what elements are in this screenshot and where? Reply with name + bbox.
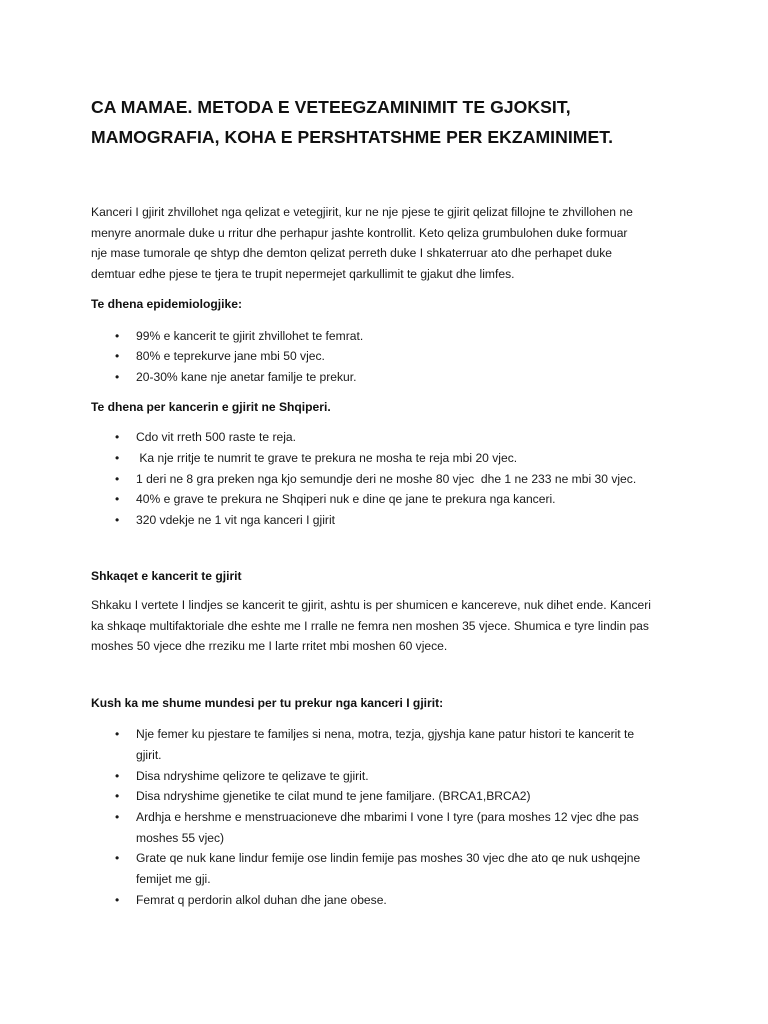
list-item bbox=[91, 489, 678, 510]
list-item bbox=[91, 724, 678, 765]
list-item-text: 20-30% kane nje anetar familje te prekur. bbox=[136, 369, 357, 384]
list-item-text: 80% e teprekurve jane mbi 50 vjec. bbox=[136, 349, 325, 364]
list-item-text: Ka nje rritje te numrit te grave te prekura ne mosha te reja mbi 20 vjec. bbox=[136, 450, 518, 465]
epidemiology-list bbox=[91, 326, 678, 388]
list-item-text: 40% e grave te prekura ne Shqiperi nuk e dine qe jane te prekura nga kanceri. bbox=[136, 492, 556, 507]
list-item bbox=[91, 469, 678, 490]
paragraph-line: menyre anormale duke u rritur dhe perhapur jashte kontrollit. Keto qeliza grumbulohen duke formuar bbox=[91, 225, 628, 240]
list-item-text: 1 deri ne 8 gra preken nga kjo semundje deri ne moshe 80 vjec dhe 1 ne 233 ne mbi 30 vjec. bbox=[136, 471, 637, 486]
document-title bbox=[91, 92, 678, 152]
list-item bbox=[91, 786, 678, 807]
albania-heading: Te dhena per kancerin e gjirit ne Shqiperi. bbox=[91, 399, 331, 414]
list-item bbox=[91, 510, 678, 531]
bullet-icon: • bbox=[115, 369, 120, 384]
list-item-text: Nje femer ku pjestare te familjes si nena, motra, tezja, gjyshja kane patur histori te kancerit te bbox=[136, 727, 635, 742]
list-item-text: gjirit. bbox=[136, 747, 162, 762]
list-item bbox=[91, 346, 678, 367]
paragraph-line: Shkaku I vertete I lindjes se kancerit te gjirit, ashtu is per shumicen e kancereve, nuk dihet ende. Kanceri bbox=[91, 598, 651, 613]
list-item-text: femijet me gji. bbox=[136, 872, 211, 887]
list-item bbox=[91, 807, 678, 848]
causes-heading: Shkaqet e kancerit te gjirit bbox=[91, 568, 242, 583]
bullet-icon: • bbox=[115, 809, 120, 824]
list-item-text: 320 vdekje ne 1 vit nga kanceri I gjirit bbox=[136, 512, 335, 527]
list-item-text: Disa ndryshime qelizore te qelizave te gjirit. bbox=[136, 768, 369, 783]
list-item-text: 99% e kancerit te gjirit zhvillohet te femrat. bbox=[136, 328, 364, 343]
title-line: CA MAMAE. METODA E VETEEGZAMINIMIT TE GJOKSIT, bbox=[91, 97, 571, 117]
list-item-text: Cdo vit rreth 500 raste te reja. bbox=[136, 430, 296, 445]
bullet-icon: • bbox=[115, 492, 120, 507]
title-line: MAMOGRAFIA, KOHA E PERSHTATSHME PER EKZAMINIMET. bbox=[91, 127, 614, 147]
epidemiology-heading: Te dhena epidemiologjike: bbox=[91, 297, 242, 311]
list-item bbox=[91, 448, 678, 469]
list-item bbox=[91, 766, 678, 787]
paragraph-line: demtuar edhe pjese te tjera te trupit nepermejet qarkullimit te gjakut dhe limfes. bbox=[91, 266, 515, 281]
paragraph-line: ka shkaqe multifaktoriale dhe eshte me I rralle ne femra nen moshen 35 vjece. Shumica e tyre lindin pas bbox=[91, 618, 649, 633]
causes-paragraph bbox=[91, 595, 678, 657]
list-item-text: Disa ndryshime gjenetike te cilat mund te jene familjare. (BRCA1,BRCA2) bbox=[136, 789, 531, 804]
risk-heading: Kush ka me shume mundesi per tu prekur nga kanceri I gjirit: bbox=[91, 695, 444, 710]
paragraph-line: moshes 50 vjece dhe rreziku me I larte rritet mbi moshen 60 vjece. bbox=[91, 639, 448, 654]
bullet-icon: • bbox=[115, 450, 120, 465]
bullet-icon: • bbox=[115, 328, 120, 343]
bullet-icon: • bbox=[115, 789, 120, 804]
paragraph-line: nje mase tumorale qe shtyp dhe demton qelizat perreth duke I shkaterruar ato dhe perhapet duke bbox=[91, 246, 613, 260]
list-item bbox=[91, 326, 678, 347]
bullet-icon: • bbox=[115, 430, 120, 445]
bullet-icon: • bbox=[115, 892, 120, 907]
bullet-icon: • bbox=[115, 851, 120, 866]
list-item-text: Ardhja e hershme e menstruacioneve dhe mbarimi I vone I tyre (para moshes 12 vjec dhe pas bbox=[136, 809, 639, 824]
albania-list bbox=[91, 427, 678, 531]
list-item-text: Grate qe nuk kane lindur femije ose lindin femije pas moshes 30 vjec dhe ato qe nuk ushqejne bbox=[136, 851, 641, 866]
list-item-text: Femrat q perdorin alkol duhan dhe jane obese. bbox=[136, 892, 387, 907]
paragraph-line: Kanceri I gjirit zhvillohet nga qelizat e vetegjirit, kur ne nje pjese te gjirit qelizat fillojne te zhvillohen ne bbox=[91, 205, 633, 219]
intro-paragraph bbox=[91, 202, 678, 284]
list-item-text: moshes 55 vjec) bbox=[136, 830, 225, 845]
risk-list bbox=[91, 724, 678, 910]
list-item bbox=[91, 427, 678, 448]
list-item bbox=[91, 367, 678, 388]
list-item bbox=[91, 848, 678, 889]
bullet-icon: • bbox=[115, 768, 120, 783]
bullet-icon: • bbox=[115, 727, 120, 742]
bullet-icon: • bbox=[115, 512, 120, 527]
list-item bbox=[91, 890, 678, 911]
bullet-icon: • bbox=[115, 349, 120, 364]
bullet-icon: • bbox=[115, 471, 120, 486]
